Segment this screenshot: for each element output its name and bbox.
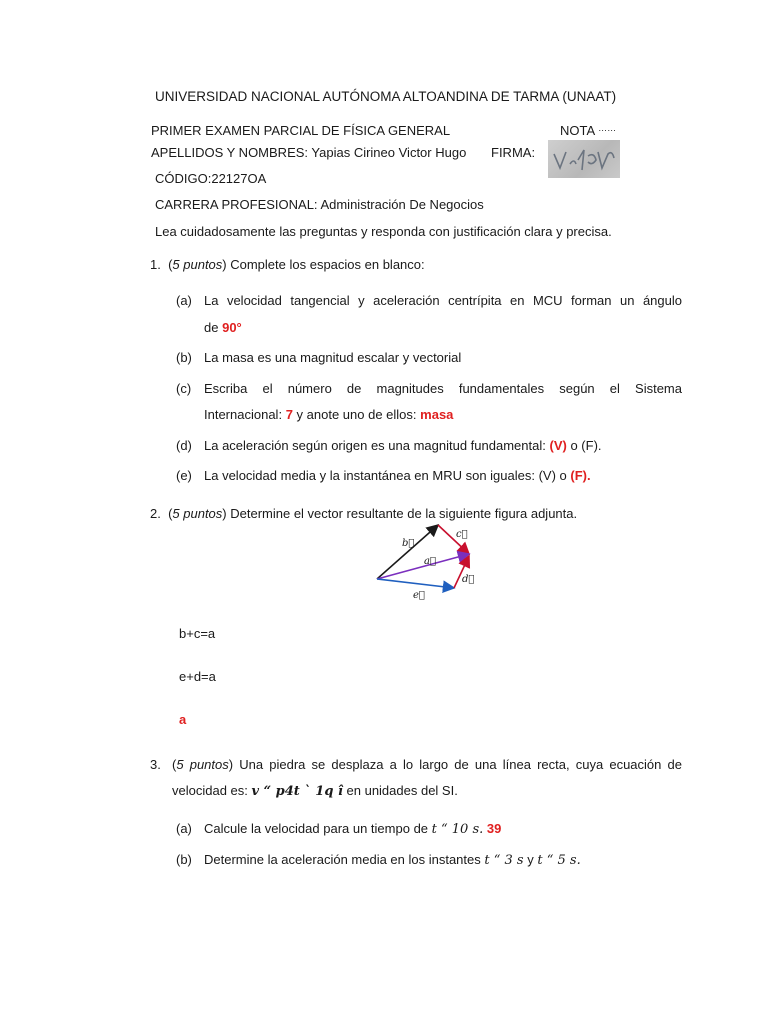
q3b-line: [204, 852, 581, 868]
q3b-expression-1: t “ 3 s: [484, 853, 524, 868]
question-points: 5 puntos: [172, 257, 223, 272]
q3b-mid: y: [527, 852, 534, 867]
vector-b-label: b⃗: [402, 538, 415, 549]
q1d-answer: (V): [549, 438, 567, 453]
item-label: (e): [176, 468, 192, 483]
question-number: 2.: [150, 506, 161, 521]
q1d-text: La aceleración según origen es una magnitud fundamental:: [204, 438, 546, 453]
work-line-2: e+d=a: [179, 669, 216, 684]
vector-e-label: e⃗: [413, 590, 425, 601]
university-title: UNIVERSIDAD NACIONAL AUTÓNOMA ALTOANDINA DE TARMA (UNAAT): [155, 89, 617, 104]
item-label: (c): [176, 381, 192, 396]
question-title: Complete los espacios en blanco:: [230, 257, 425, 272]
item-label: (a): [176, 821, 192, 836]
q2-answer: a: [179, 712, 187, 727]
q3a-text: Calcule la velocidad para un tiempo de: [204, 821, 429, 836]
q3a-line: [204, 821, 501, 837]
q1c-text: Escriba el número de magnitudes fundamentales según el Sistema: [204, 381, 682, 396]
names-label: APELLIDOS Y NOMBRES:: [151, 145, 309, 160]
vector-e-arrow: [377, 579, 454, 588]
instructions: Lea cuidadosamente las preguntas y responda con justificación clara y precisa.: [155, 224, 612, 239]
item-label: (b): [176, 350, 192, 365]
q1a-answer: 90°: [222, 320, 242, 335]
q1a-text2: de: [204, 320, 219, 335]
q1c-answer-count: 7: [285, 407, 293, 422]
question-title: Determine el vector resultante de la siguiente figura adjunta.: [230, 506, 578, 521]
q3-title2-pre: velocidad es:: [172, 783, 248, 798]
q3-equation-line: [172, 783, 458, 799]
signature-image: [548, 140, 620, 178]
q1c-answer-example: masa: [420, 407, 454, 422]
question-number: 1.: [150, 257, 161, 272]
q1e-answer: (F).: [570, 468, 591, 483]
q3a-answer: 39: [486, 821, 502, 836]
vector-d-label: d⃗: [462, 574, 475, 585]
q3b-text: Determine la aceleración media en los instantes: [204, 852, 481, 867]
velocity-equation: v “ p4t ` 1q î: [251, 784, 343, 799]
item-label: (d): [176, 438, 192, 453]
question-title: Una piedra se desplaza a lo largo de una línea recta, cuya ecuación de: [239, 757, 682, 772]
grade-dots: ……: [598, 123, 617, 133]
item-label: (a): [176, 293, 192, 308]
vector-c-label: c⃗: [456, 529, 468, 540]
q3b-expression-2: t “ 5 s.: [537, 853, 581, 868]
vector-a-label: a⃗: [424, 556, 436, 567]
question-2-heading: 2. (5 puntos) Determine el vector resultante de la siguiente figura adjunta.: [150, 506, 578, 521]
q1c-text2: Internacional:: [204, 407, 283, 422]
q1c-text3: y anote uno de ellos:: [296, 407, 417, 422]
q1c-line2: [204, 407, 453, 422]
vector-figure: [366, 520, 482, 604]
item-label: (b): [176, 852, 192, 867]
question-3-number: 3.: [150, 757, 161, 772]
grade-field: [560, 123, 616, 138]
q1a-text: La velocidad tangencial y aceleración centrípita en MCU forman un ángulo: [204, 293, 682, 308]
question-1-heading: 1. (5 puntos) Complete los espacios en blanco:: [150, 257, 425, 272]
career-line: [155, 197, 484, 212]
question-points: 5 puntos: [172, 506, 223, 521]
q1a-line2: [204, 320, 242, 335]
signature-label: FIRMA:: [491, 145, 536, 160]
q1d-rest: o (F).: [570, 438, 602, 453]
q3-title2-post: en unidades del SI.: [346, 783, 458, 798]
student-name-line: [151, 145, 466, 160]
grade-label: NOTA: [560, 123, 595, 138]
career-label: CARRERA PROFESIONAL:: [155, 197, 318, 212]
work-line-1: b+c=a: [179, 626, 216, 641]
q1b-text: La masa es una magnitud escalar y vectorial: [204, 350, 462, 365]
names-value: Yapias Cirineo Victor Hugo: [311, 145, 467, 160]
signature-scribble: [548, 140, 620, 178]
q1e-text: La velocidad media y la instantánea en MRU son iguales: (V) o: [204, 468, 567, 483]
career-value: Administración De Negocios: [320, 197, 484, 212]
q3a-expression: t “ 10 s.: [431, 822, 484, 837]
q1d-line: [204, 438, 602, 453]
student-code: CÓDIGO:22127OA: [155, 171, 267, 186]
q1e-line: [204, 468, 591, 483]
exam-title: PRIMER EXAMEN PARCIAL DE FÍSICA GENERAL: [151, 123, 451, 138]
question-points: 5 puntos: [176, 757, 229, 772]
question-3-heading: (5 puntos) Una piedra se desplaza a lo largo de una línea recta, cuya ecuación de: [172, 757, 682, 772]
